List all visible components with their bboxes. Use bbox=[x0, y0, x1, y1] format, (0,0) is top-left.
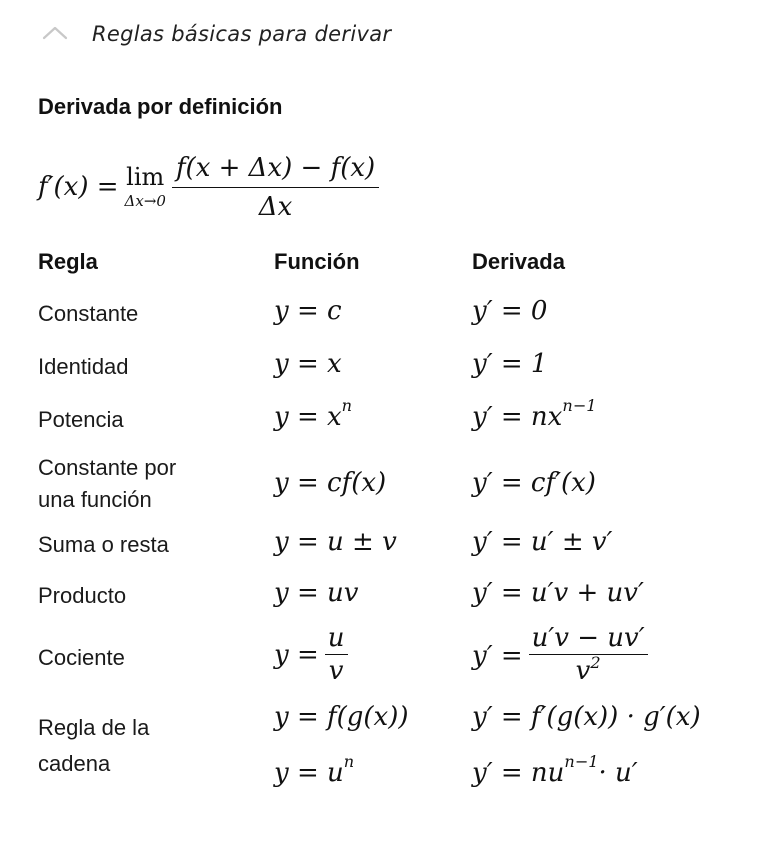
rule-constant: Constante bbox=[38, 301, 139, 326]
column-header-function: Función bbox=[274, 249, 360, 274]
function-power-base: y = x bbox=[274, 402, 342, 432]
section-title: Derivada por definición bbox=[38, 94, 283, 119]
derivative-power-base: y′ = nx bbox=[472, 402, 563, 432]
derivative-power-exponent: n−1 bbox=[562, 396, 597, 416]
rule-chain bbox=[38, 712, 149, 780]
derivative-chain-2-exponent: n−1 bbox=[564, 752, 599, 772]
function-constant-times-function: y = cf(x) bbox=[274, 468, 387, 498]
chevron-up-icon[interactable] bbox=[40, 22, 70, 46]
function-chain-2 bbox=[274, 752, 355, 788]
function-quotient-lhs: y = bbox=[274, 639, 319, 670]
collapsible-header[interactable] bbox=[40, 14, 391, 54]
definition-formula bbox=[38, 150, 379, 224]
rule-sum-difference: Suma o resta bbox=[38, 532, 169, 557]
derivative-sum-difference: y′ = u′ ± v′ bbox=[472, 527, 613, 557]
function-quotient-fraction bbox=[325, 624, 348, 685]
rule-constant-times-function-line1: Constante por bbox=[38, 455, 177, 480]
function-power bbox=[274, 396, 353, 432]
derivative-product: y′ = u′v + uv′ bbox=[472, 578, 644, 608]
function-chain-1: y = f(g(x)) bbox=[274, 702, 409, 732]
function-power-exponent: n bbox=[341, 396, 353, 416]
rule-identity: Identidad bbox=[38, 354, 129, 379]
function-identity: y = x bbox=[274, 349, 342, 379]
definition-lhs: f′(x) = bbox=[38, 172, 119, 202]
function-constant: y = c bbox=[274, 296, 342, 326]
function-sum-difference: y = u ± v bbox=[274, 527, 397, 557]
derivative-quotient-denominator bbox=[575, 652, 601, 688]
rule-chain-line2: cadena bbox=[38, 751, 111, 776]
derivative-constant-times-function: y′ = cf′(x) bbox=[472, 468, 596, 498]
derivative-quotient-lhs: y′ = bbox=[472, 641, 523, 671]
derivative-chain-2 bbox=[472, 752, 638, 788]
function-quotient-numerator: u bbox=[325, 624, 348, 655]
derivative-chain-1: y′ = f′(g(x)) · g′(x) bbox=[472, 702, 701, 732]
rule-constant-times-function bbox=[38, 452, 176, 516]
derivative-identity: y′ = 1 bbox=[472, 349, 548, 379]
limit-operator bbox=[125, 165, 166, 209]
derivative-constant: y′ = 0 bbox=[472, 296, 548, 326]
column-header-derivative: Derivada bbox=[472, 249, 565, 274]
column-header-rule: Regla bbox=[38, 249, 98, 274]
definition-numerator: f(x + Δx) − f(x) bbox=[172, 153, 379, 188]
derivative-quotient-fraction bbox=[529, 624, 648, 688]
derivative-power bbox=[472, 396, 597, 432]
rule-quotient: Cociente bbox=[38, 645, 125, 670]
derivative-quotient-denominator-base: v bbox=[575, 656, 591, 686]
derivative-quotient bbox=[472, 624, 648, 688]
rule-power: Potencia bbox=[38, 407, 124, 432]
rule-product: Producto bbox=[38, 583, 127, 608]
derivative-quotient-numerator: u′v − uv′ bbox=[529, 624, 648, 655]
header-title: Reglas básicas para derivar bbox=[92, 22, 392, 46]
function-quotient-denominator: v bbox=[328, 656, 344, 686]
derivative-chain-2-base: y′ = nu bbox=[472, 758, 565, 788]
function-quotient bbox=[274, 624, 348, 685]
function-product: y = uv bbox=[274, 578, 359, 608]
definition-fraction bbox=[172, 153, 379, 222]
limit-subscript: Δx→0 bbox=[124, 192, 166, 210]
rule-chain-line1: Regla de la bbox=[38, 715, 150, 740]
derivative-chain-2-tail: · u′ bbox=[598, 758, 638, 788]
derivative-quotient-denominator-exponent: 2 bbox=[590, 652, 601, 672]
definition-denominator: Δx bbox=[258, 191, 293, 222]
function-chain-2-exponent: n bbox=[343, 752, 355, 772]
function-chain-2-base: y = u bbox=[274, 758, 344, 788]
rule-constant-times-function-line2: una función bbox=[38, 487, 152, 512]
limit-word: lim bbox=[126, 163, 165, 191]
